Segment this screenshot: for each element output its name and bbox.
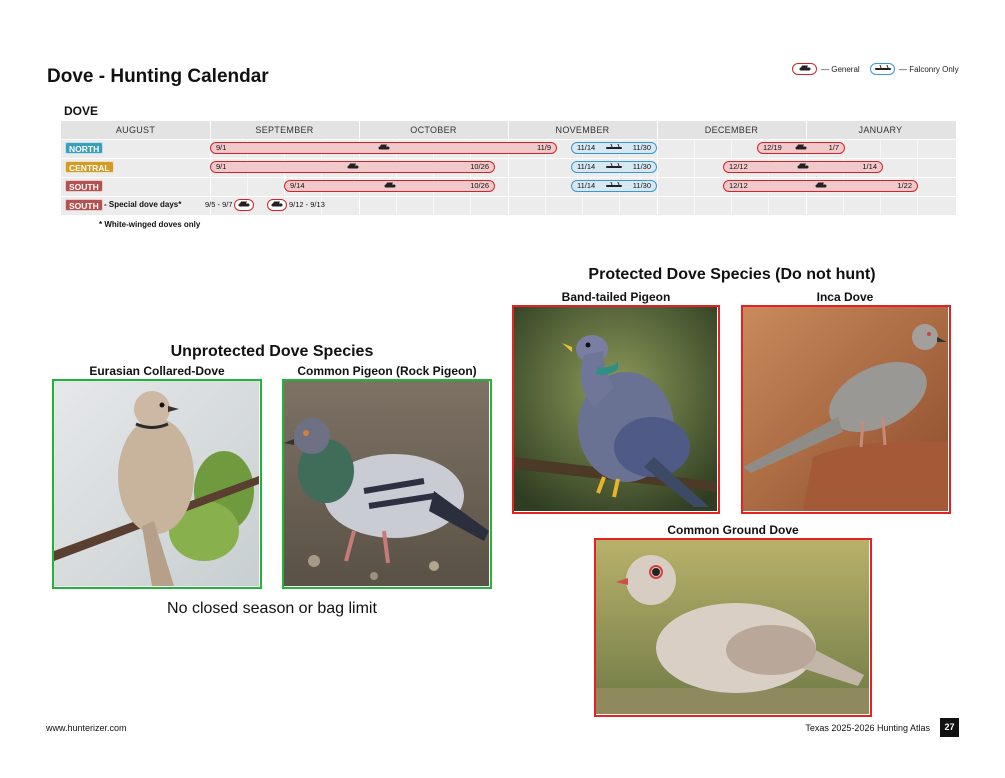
dove-icon (272, 204, 283, 207)
north-end-date: 11/9 (536, 143, 551, 152)
north-falconry-season (571, 142, 657, 154)
central-start-date: 9/1 (216, 162, 227, 171)
south-falconry-end: 11/30 (632, 181, 651, 190)
south-falconry-start: 11/14 (577, 181, 596, 190)
common-pigeon-caption: Common Pigeon (Rock Pigeon) (297, 364, 477, 378)
eurasian-collared-dove-photo (52, 379, 262, 589)
falconry-season-swatch (870, 63, 895, 75)
month-september: SEPTEMBER (255, 125, 314, 135)
dove-icon (239, 204, 250, 207)
south-general-season-2 (723, 180, 918, 192)
region-south-special-badge: SOUTH (65, 199, 103, 211)
south-end-date: 10/26 (470, 181, 489, 190)
falcon-icon (606, 185, 622, 187)
month-october: OCTOBER (410, 125, 457, 135)
central-general-season-2 (723, 161, 883, 173)
protected-section-title: Protected Dove Species (Do not hunt) (588, 266, 876, 283)
page-number: 27 (940, 718, 959, 737)
dove-icon (796, 147, 807, 150)
north-falconry-start: 11/14 (577, 143, 596, 152)
south-falconry-season (571, 180, 657, 192)
special-range-2-marker (267, 199, 287, 211)
north-falconry-end: 11/30 (632, 143, 651, 152)
dove-icon (799, 68, 810, 71)
special-range-2: 9/12 - 9/13 (289, 200, 325, 209)
central-falconry-end: 11/30 (632, 162, 651, 171)
special-range-1-marker (234, 199, 254, 211)
legend-falconry-label: — Falconry Only (899, 64, 959, 74)
common-pigeon-photo (282, 379, 492, 589)
north-general-season-1 (210, 142, 557, 154)
region-central-badge: CENTRAL (65, 161, 114, 173)
dove-icon (378, 147, 389, 150)
special-range-1: 9/5 - 9/7 (205, 200, 233, 209)
central-falconry-start: 11/14 (577, 162, 596, 171)
legend-general (792, 62, 860, 76)
central-falconry-season (571, 161, 657, 173)
month-november: NOVEMBER (555, 125, 610, 135)
common-ground-dove-photo (594, 538, 872, 717)
dove-icon (815, 185, 826, 188)
dove-icon (798, 166, 809, 169)
legend-falconry (870, 62, 959, 76)
common-ground-dove-caption: Common Ground Dove (667, 523, 799, 537)
dove-icon (347, 166, 358, 169)
central-general-season-1 (210, 161, 495, 173)
central-2-end: 1/14 (862, 162, 877, 171)
region-south-badge: SOUTH (65, 180, 103, 192)
calendar-footnote: * White-winged doves only (99, 220, 201, 229)
month-december: DECEMBER (704, 125, 759, 135)
unprotected-section-title: Unprotected Dove Species (170, 343, 374, 360)
atlas-title: Texas 2025-2026 Hunting Atlas (805, 723, 930, 733)
south-start-date: 9/14 (290, 181, 305, 190)
north-general-season-2 (757, 142, 845, 154)
month-january: JANUARY (858, 125, 903, 135)
inca-dove-caption: Inca Dove (816, 290, 874, 304)
north-2-end: 1/7 (828, 143, 839, 152)
dove-icon (384, 185, 395, 188)
inca-dove-photo (741, 305, 951, 514)
south-2-start: 12/12 (729, 181, 748, 190)
central-end-date: 10/26 (470, 162, 489, 171)
north-2-start: 12/19 (763, 143, 782, 152)
special-dove-days-label: - Special dove days* (104, 200, 182, 209)
central-2-start: 12/12 (729, 162, 748, 171)
hunting-calendar (61, 121, 956, 215)
falcon-icon (606, 147, 622, 149)
falcon-icon (875, 68, 891, 70)
legend-general-label: — General (821, 64, 860, 74)
band-tailed-pigeon-photo (512, 305, 720, 514)
south-general-season-1 (284, 180, 495, 192)
website-link[interactable]: www.hunterizer.com (46, 723, 127, 733)
month-august: AUGUST (115, 125, 156, 135)
no-closed-season-note: No closed season or bag limit (167, 600, 377, 617)
south-2-end: 1/22 (897, 181, 912, 190)
falcon-icon (606, 166, 622, 168)
page-title: Dove - Hunting Calendar (47, 66, 269, 87)
general-season-swatch (792, 63, 817, 75)
calendar-heading: DOVE (64, 104, 99, 118)
band-tailed-pigeon-caption: Band-tailed Pigeon (561, 290, 671, 304)
region-north-badge: NORTH (65, 142, 103, 154)
north-start-date: 9/1 (216, 143, 227, 152)
eurasian-collared-dove-caption: Eurasian Collared-Dove (89, 364, 225, 378)
